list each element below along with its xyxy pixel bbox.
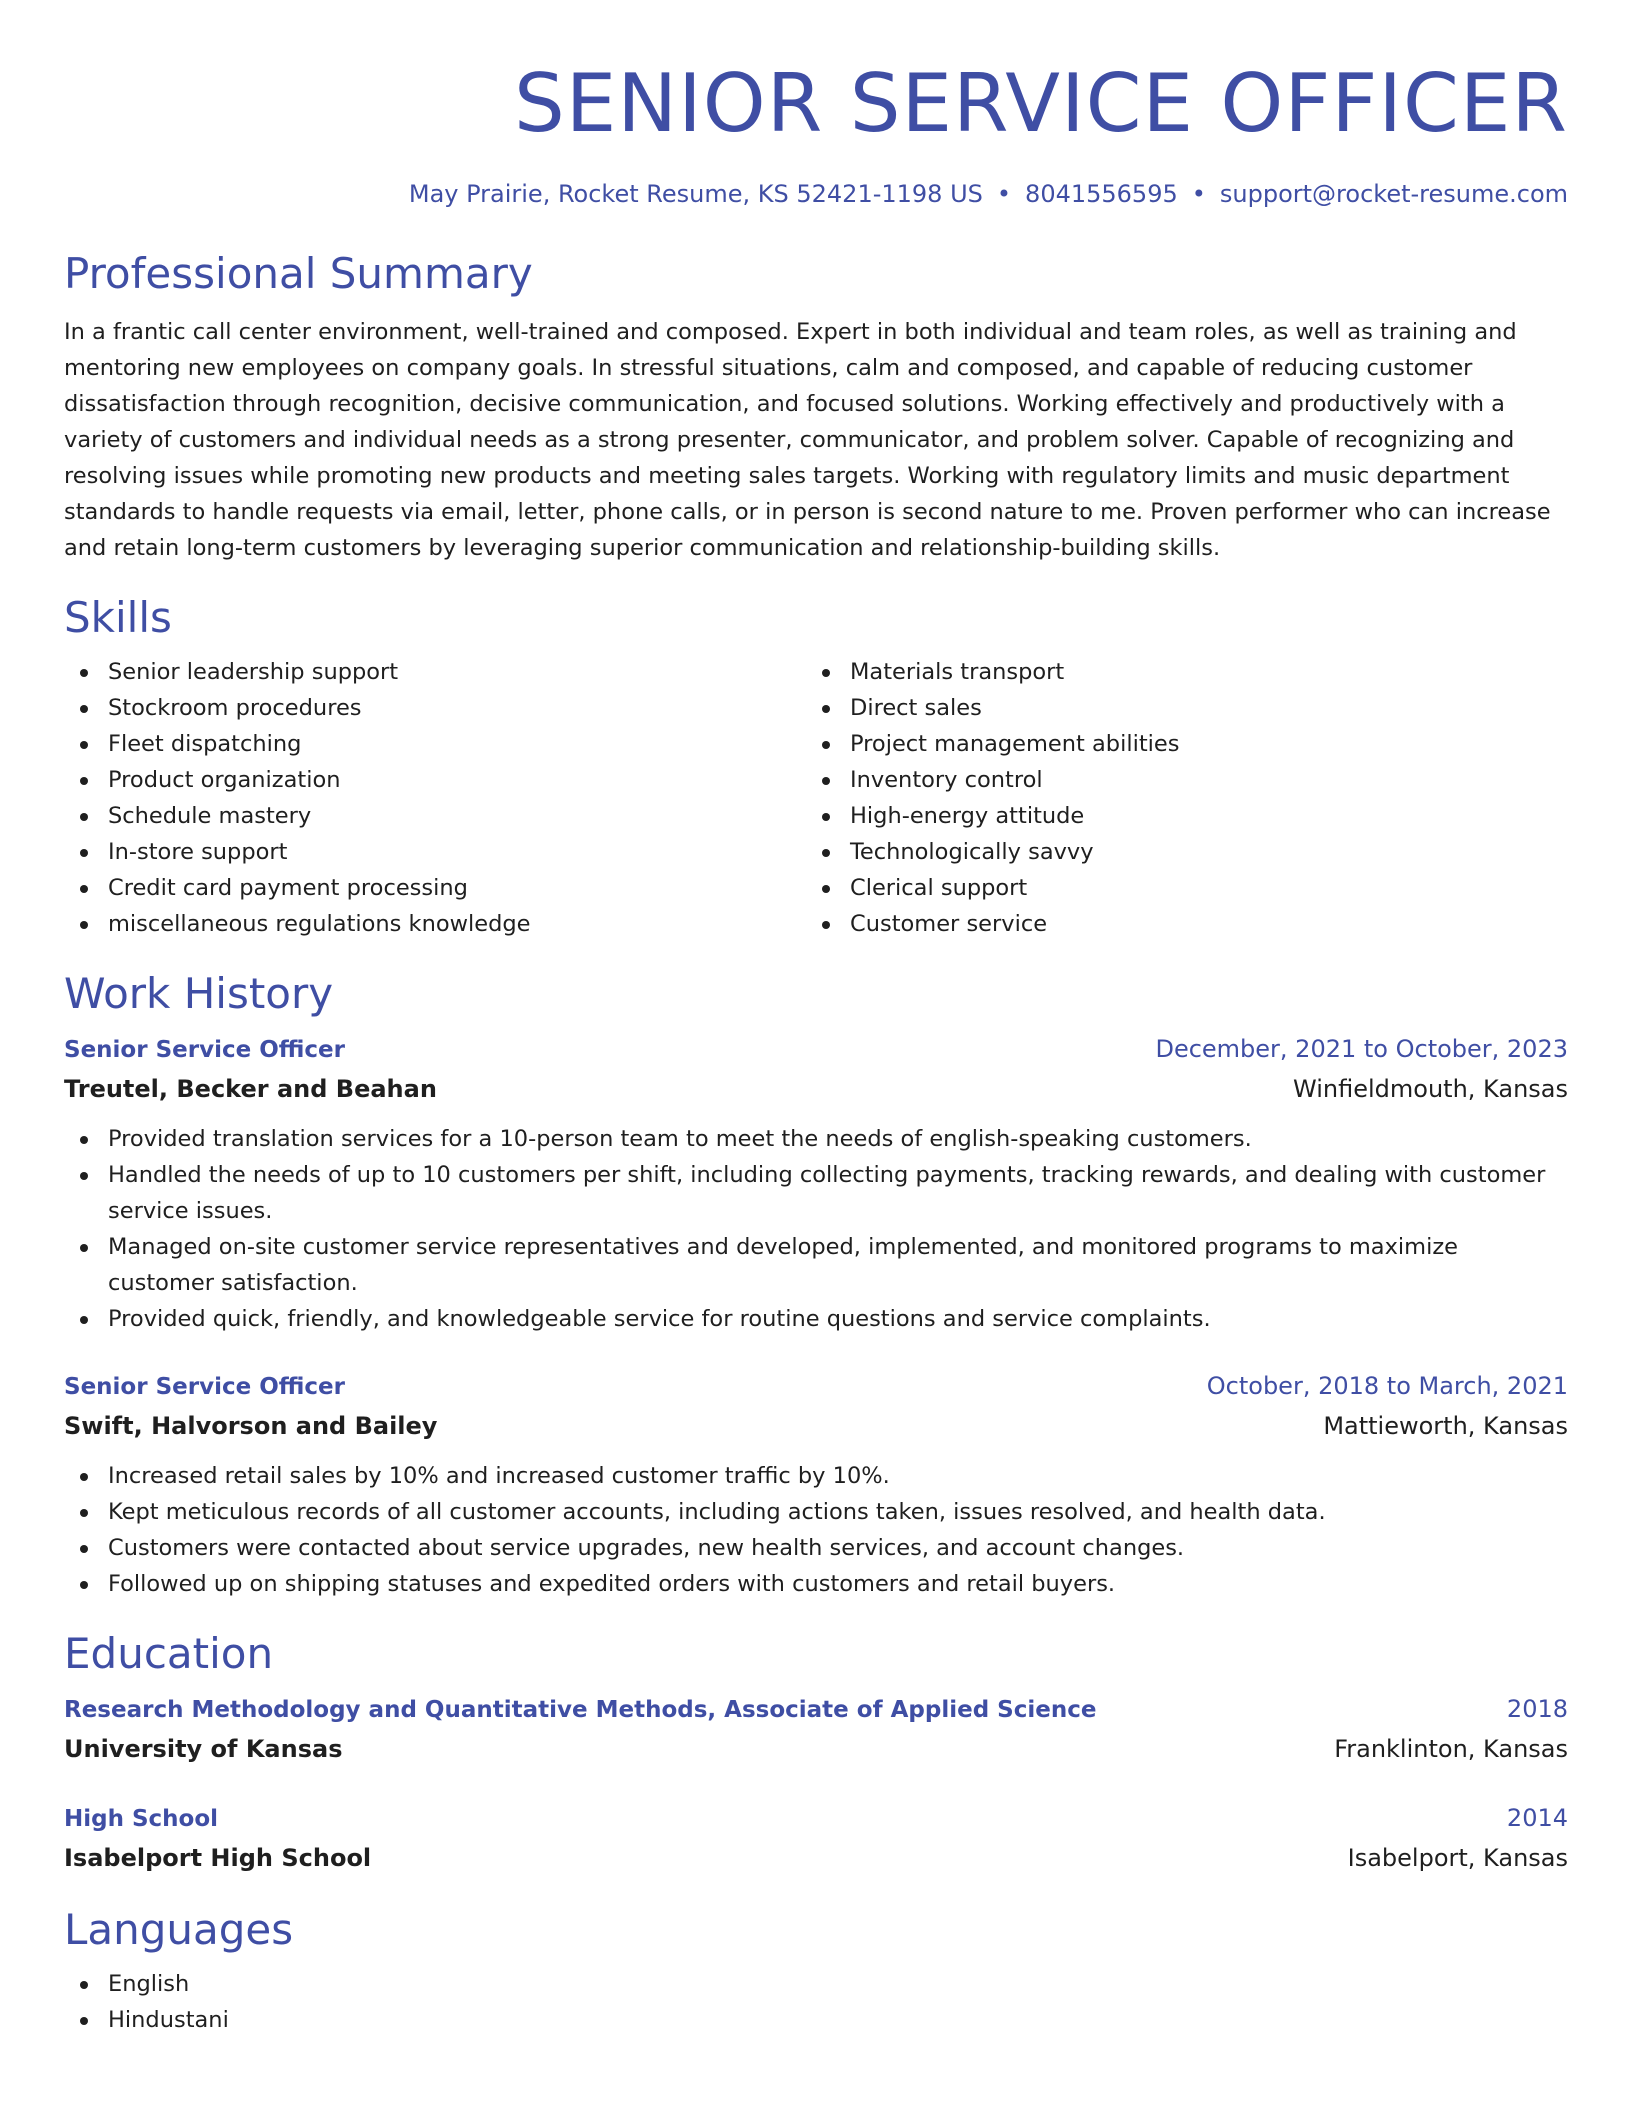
job-company-row (64, 1406, 1568, 1446)
contact-separator: • (996, 180, 1012, 208)
school-name: Isabelport High School (64, 1844, 372, 1872)
school-row (64, 1838, 1568, 1878)
job-bullets (64, 1458, 1568, 1602)
skills-list-right (806, 654, 1179, 942)
contact-email[interactable]: support@rocket-resume.com (1219, 180, 1568, 208)
job-company: Treutel, Becker and Beahan (64, 1075, 437, 1103)
list-item: Managed on-site customer service representatives and developed, implemented, and monitored programs to maximize customer satisfaction. (64, 1229, 1568, 1301)
list-item: In-store support (64, 834, 806, 870)
school-location: Franklinton, Kansas (1334, 1735, 1568, 1763)
contact-line (64, 178, 1568, 210)
languages-heading: Languages (64, 1905, 294, 1954)
job-title: Senior Service Officer (64, 1374, 345, 1400)
list-item: Materials transport (806, 654, 1179, 690)
contact-address: May Prairie, Rocket Resume, KS 52421-1198 US (408, 180, 983, 208)
resume-title: SENIOR SERVICE OFFICER (513, 57, 1568, 150)
list-item: Product organization (64, 762, 806, 798)
education-entry (64, 1690, 1568, 1769)
job-entry (64, 1367, 1568, 1602)
summary-heading: Professional Summary (64, 249, 533, 298)
degree-row (64, 1690, 1568, 1729)
list-item: Schedule mastery (64, 798, 806, 834)
degree-row (64, 1799, 1568, 1838)
education-heading: Education (64, 1629, 274, 1678)
list-item: Kept meticulous records of all customer accounts, including actions taken, issues resolved, and health data. (64, 1494, 1568, 1530)
work-heading: Work History (64, 969, 334, 1018)
education-section (64, 1628, 1568, 1878)
school-row (64, 1729, 1568, 1769)
list-item: English (64, 1966, 1568, 2002)
skills-columns (64, 654, 1568, 942)
list-item: Direct sales (806, 690, 1179, 726)
job-title-row (64, 1030, 1568, 1069)
job-location: Mattieworth, Kansas (1323, 1412, 1568, 1440)
list-item: Provided quick, friendly, and knowledgeable service for routine questions and service complaints. (64, 1301, 1568, 1337)
degree-year: 2014 (1506, 1804, 1568, 1832)
job-entry (64, 1030, 1568, 1337)
job-title-row (64, 1367, 1568, 1406)
skills-heading: Skills (64, 593, 172, 642)
job-location: Winfieldmouth, Kansas (1293, 1075, 1568, 1103)
list-item: Senior leadership support (64, 654, 806, 690)
job-title: Senior Service Officer (64, 1037, 345, 1063)
list-item: Followed up on shipping statuses and expedited orders with customers and retail buyers. (64, 1566, 1568, 1602)
degree-title: Research Methodology and Quantitative Methods, Associate of Applied Science (64, 1697, 1097, 1723)
languages-list (64, 1966, 1568, 2038)
education-entry (64, 1799, 1568, 1878)
list-item: Credit card payment processing (64, 870, 806, 906)
work-section (64, 968, 1568, 1602)
skills-list-left (64, 654, 806, 942)
list-item: Technologically savvy (806, 834, 1179, 870)
list-item: Handled the needs of up to 10 customers per shift, including collecting payments, tracking rewards, and dealing with customer service issues. (64, 1157, 1568, 1229)
list-item: Provided translation services for a 10-person team to meet the needs of english-speaking customers. (64, 1121, 1568, 1157)
languages-section (64, 1904, 1568, 2038)
job-dates: October, 2018 to March, 2021 (1206, 1372, 1568, 1400)
list-item: Project management abilities (806, 726, 1179, 762)
list-item: Customers were contacted about service upgrades, new health services, and account changes. (64, 1530, 1568, 1566)
list-item: Fleet dispatching (64, 726, 806, 762)
list-item: Customer service (806, 906, 1179, 942)
school-name: University of Kansas (64, 1735, 343, 1763)
job-bullets (64, 1121, 1568, 1337)
school-location: Isabelport, Kansas (1347, 1844, 1568, 1872)
degree-title: High School (64, 1806, 219, 1832)
skills-section (64, 592, 1568, 942)
list-item: miscellaneous regulations knowledge (64, 906, 806, 942)
list-item: Stockroom procedures (64, 690, 806, 726)
summary-text: In a frantic call center environment, well-trained and composed. Expert in both individual and team roles, as well as training and mentoring new employees on company goals. In stressful situations, calm and composed, and capable of reducing customer dissatisfaction through recognition, decisive communication, and focused solutions. Working effectively and productively with a variety of customers and individual needs as a strong presenter, communicator, and problem solver. Capable of recognizing and resolving issues while promoting new products and meeting sales targets. Working with regulatory limits and music department standards to handle requests via email, letter, phone calls, or in person is second nature to me. Proven performer who can increase and retain long-term customers by leveraging superior communication and relationship-building skills. (64, 319, 1551, 561)
contact-separator: • (1191, 180, 1206, 208)
list-item: Increased retail sales by 10% and increased customer traffic by 10%. (64, 1458, 1568, 1494)
list-item: Inventory control (806, 762, 1179, 798)
list-item: Hindustani (64, 2002, 1568, 2038)
job-company: Swift, Halvorson and Bailey (64, 1412, 438, 1440)
list-item: High-energy attitude (806, 798, 1179, 834)
degree-year: 2018 (1506, 1695, 1568, 1723)
job-dates: December, 2021 to October, 2023 (1155, 1035, 1568, 1063)
contact-phone: 8041556595 (1025, 180, 1178, 208)
list-item: Clerical support (806, 870, 1179, 906)
job-company-row (64, 1069, 1568, 1109)
